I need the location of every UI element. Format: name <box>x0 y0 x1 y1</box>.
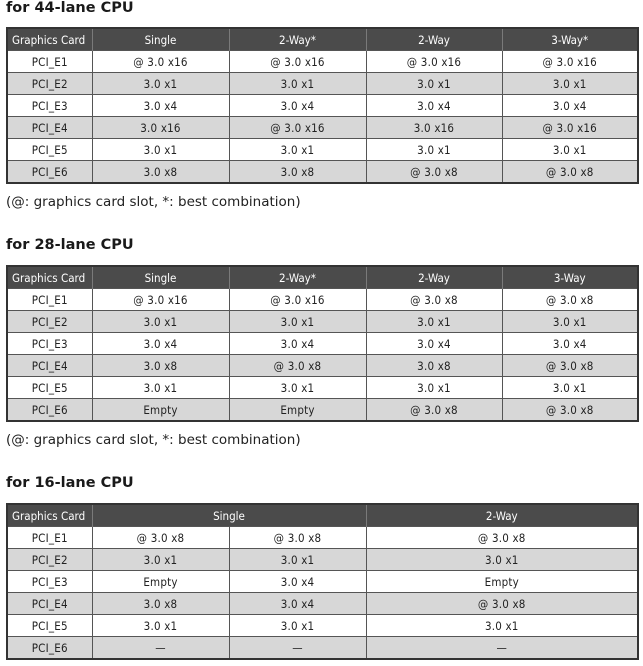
header-cell-graphics-card: Graphics Card <box>7 266 92 289</box>
table-cell: 3.0 x16 <box>366 117 502 139</box>
table-cell: @ 3.0 x8 <box>502 161 638 184</box>
table-cell: 3.0 x1 <box>366 139 502 161</box>
slot-name-cell: PCI_E5 <box>7 139 92 161</box>
table-cell: 3.0 x4 <box>229 593 366 615</box>
header-cell-single: Single <box>92 28 229 51</box>
table-row <box>7 51 638 73</box>
table-cell: @ 3.0 x8 <box>366 399 502 422</box>
table-cell: 3.0 x8 <box>92 593 229 615</box>
slot-name-cell: PCI_E5 <box>7 377 92 399</box>
table-cell: @ 3.0 x8 <box>366 593 638 615</box>
table-row <box>7 615 638 637</box>
table-cell: @ 3.0 x8 <box>229 355 366 377</box>
table-cell: @ 3.0 x16 <box>366 51 502 73</box>
table-cell: @ 3.0 x16 <box>229 117 366 139</box>
header-cell-3way-best: 3-Way* <box>502 28 638 51</box>
table-cell: 3.0 x1 <box>92 615 229 637</box>
table-cell: @ 3.0 x16 <box>229 289 366 311</box>
slot-name-cell: PCI_E6 <box>7 161 92 184</box>
header-cell-graphics-card: Graphics Card <box>7 504 92 527</box>
slot-name-cell: PCI_E3 <box>7 333 92 355</box>
table-cell: @ 3.0 x8 <box>366 527 638 549</box>
table-cell: @ 3.0 x16 <box>229 51 366 73</box>
table-cell: 3.0 x1 <box>92 139 229 161</box>
table-row <box>7 73 638 95</box>
table-cell: 3.0 x1 <box>229 73 366 95</box>
table-cell: 3.0 x4 <box>366 333 502 355</box>
table-cell: 3.0 x8 <box>366 355 502 377</box>
header-cell-graphics-card: Graphics Card <box>7 28 92 51</box>
table-cell: 3.0 x4 <box>502 95 638 117</box>
slot-name-cell: PCI_E2 <box>7 549 92 571</box>
slot-name-cell: PCI_E4 <box>7 117 92 139</box>
header-cell-3way: 3-Way <box>502 266 638 289</box>
table-row <box>7 161 638 184</box>
table-cell: @ 3.0 x16 <box>92 289 229 311</box>
section-heading-28-lane: for 28-lane CPU <box>6 237 134 253</box>
table-cell: 3.0 x1 <box>92 549 229 571</box>
slot-name-cell: PCI_E3 <box>7 571 92 593</box>
table-cell: 3.0 x1 <box>502 139 638 161</box>
slot-name-cell: PCI_E5 <box>7 615 92 637</box>
table-row <box>7 377 638 399</box>
slot-name-cell: PCI_E1 <box>7 51 92 73</box>
table-row <box>7 549 638 571</box>
table-row <box>7 593 638 615</box>
table-row <box>7 637 638 660</box>
table-cell: 3.0 x1 <box>366 549 638 571</box>
table-cell: Empty <box>366 571 638 593</box>
table-cell: 3.0 x4 <box>229 571 366 593</box>
table-row <box>7 333 638 355</box>
slot-name-cell: PCI_E3 <box>7 95 92 117</box>
table-row <box>7 117 638 139</box>
section-heading-16-lane: for 16-lane CPU <box>6 475 134 491</box>
table-cell: @ 3.0 x8 <box>366 161 502 184</box>
table-44-lane <box>6 27 639 184</box>
table-cell: 3.0 x1 <box>366 615 638 637</box>
table-cell: @ 3.0 x16 <box>502 51 638 73</box>
table-cell: 3.0 x4 <box>366 95 502 117</box>
table-cell: 3.0 x1 <box>92 73 229 95</box>
slot-name-cell: PCI_E6 <box>7 637 92 660</box>
section-heading-44-lane: for 44-lane CPU <box>6 0 134 16</box>
table-cell: 3.0 x1 <box>502 377 638 399</box>
table-cell: 3.0 x1 <box>229 377 366 399</box>
table-cell: 3.0 x4 <box>502 333 638 355</box>
table-cell: 3.0 x1 <box>366 311 502 333</box>
table-cell: 3.0 x1 <box>502 311 638 333</box>
header-row <box>7 28 638 51</box>
legend-note-44-lane: (@: graphics card slot, *: best combination) <box>6 194 301 210</box>
table-cell: 3.0 x1 <box>92 311 229 333</box>
table-cell: — <box>92 637 229 660</box>
table-row <box>7 571 638 593</box>
table-cell: 3.0 x4 <box>92 333 229 355</box>
table-row <box>7 311 638 333</box>
header-cell-single: Single <box>92 266 229 289</box>
table-cell: 3.0 x8 <box>229 161 366 184</box>
slot-name-cell: PCI_E6 <box>7 399 92 422</box>
table-row <box>7 399 638 422</box>
table-cell: @ 3.0 x8 <box>229 527 366 549</box>
table-cell: 3.0 x1 <box>366 73 502 95</box>
table-cell: @ 3.0 x16 <box>92 51 229 73</box>
table-cell: 3.0 x4 <box>229 95 366 117</box>
table-cell: @ 3.0 x8 <box>92 527 229 549</box>
table-cell: 3.0 x4 <box>92 95 229 117</box>
table-cell: @ 3.0 x8 <box>502 355 638 377</box>
slot-name-cell: PCI_E1 <box>7 289 92 311</box>
slot-name-cell: PCI_E4 <box>7 355 92 377</box>
table-cell: 3.0 x1 <box>366 377 502 399</box>
legend-note-28-lane: (@: graphics card slot, *: best combination) <box>6 432 301 448</box>
slot-name-cell: PCI_E2 <box>7 73 92 95</box>
table-row <box>7 289 638 311</box>
table-cell: @ 3.0 x8 <box>502 289 638 311</box>
slot-name-cell: PCI_E1 <box>7 527 92 549</box>
table-cell: 3.0 x16 <box>92 117 229 139</box>
header-cell-2way: 2-Way <box>366 266 502 289</box>
slot-name-cell: PCI_E2 <box>7 311 92 333</box>
table-cell: 3.0 x1 <box>229 549 366 571</box>
header-row <box>7 266 638 289</box>
header-cell-2way-best: 2-Way* <box>229 28 366 51</box>
table-cell: 3.0 x8 <box>92 161 229 184</box>
table-cell: 3.0 x8 <box>92 355 229 377</box>
header-cell-single: Single <box>92 504 366 527</box>
header-row <box>7 504 638 527</box>
table-cell: 3.0 x1 <box>229 139 366 161</box>
table-cell: @ 3.0 x16 <box>502 117 638 139</box>
table-cell: Empty <box>229 399 366 422</box>
table-cell: @ 3.0 x8 <box>502 399 638 422</box>
table-cell: 3.0 x1 <box>229 311 366 333</box>
table-16-lane <box>6 503 639 660</box>
table-cell: 3.0 x1 <box>502 73 638 95</box>
table-cell: 3.0 x1 <box>92 377 229 399</box>
header-cell-2way: 2-Way <box>366 504 638 527</box>
table-cell: — <box>366 637 638 660</box>
table-row <box>7 355 638 377</box>
table-cell: — <box>229 637 366 660</box>
table-cell: 3.0 x1 <box>229 615 366 637</box>
table-cell: @ 3.0 x8 <box>366 289 502 311</box>
table-cell: 3.0 x4 <box>229 333 366 355</box>
slot-name-cell: PCI_E4 <box>7 593 92 615</box>
table-row <box>7 139 638 161</box>
table-row <box>7 95 638 117</box>
table-cell: Empty <box>92 399 229 422</box>
table-28-lane <box>6 265 639 422</box>
header-cell-2way: 2-Way <box>366 28 502 51</box>
table-row <box>7 527 638 549</box>
header-cell-2way-best: 2-Way* <box>229 266 366 289</box>
table-cell: Empty <box>92 571 229 593</box>
